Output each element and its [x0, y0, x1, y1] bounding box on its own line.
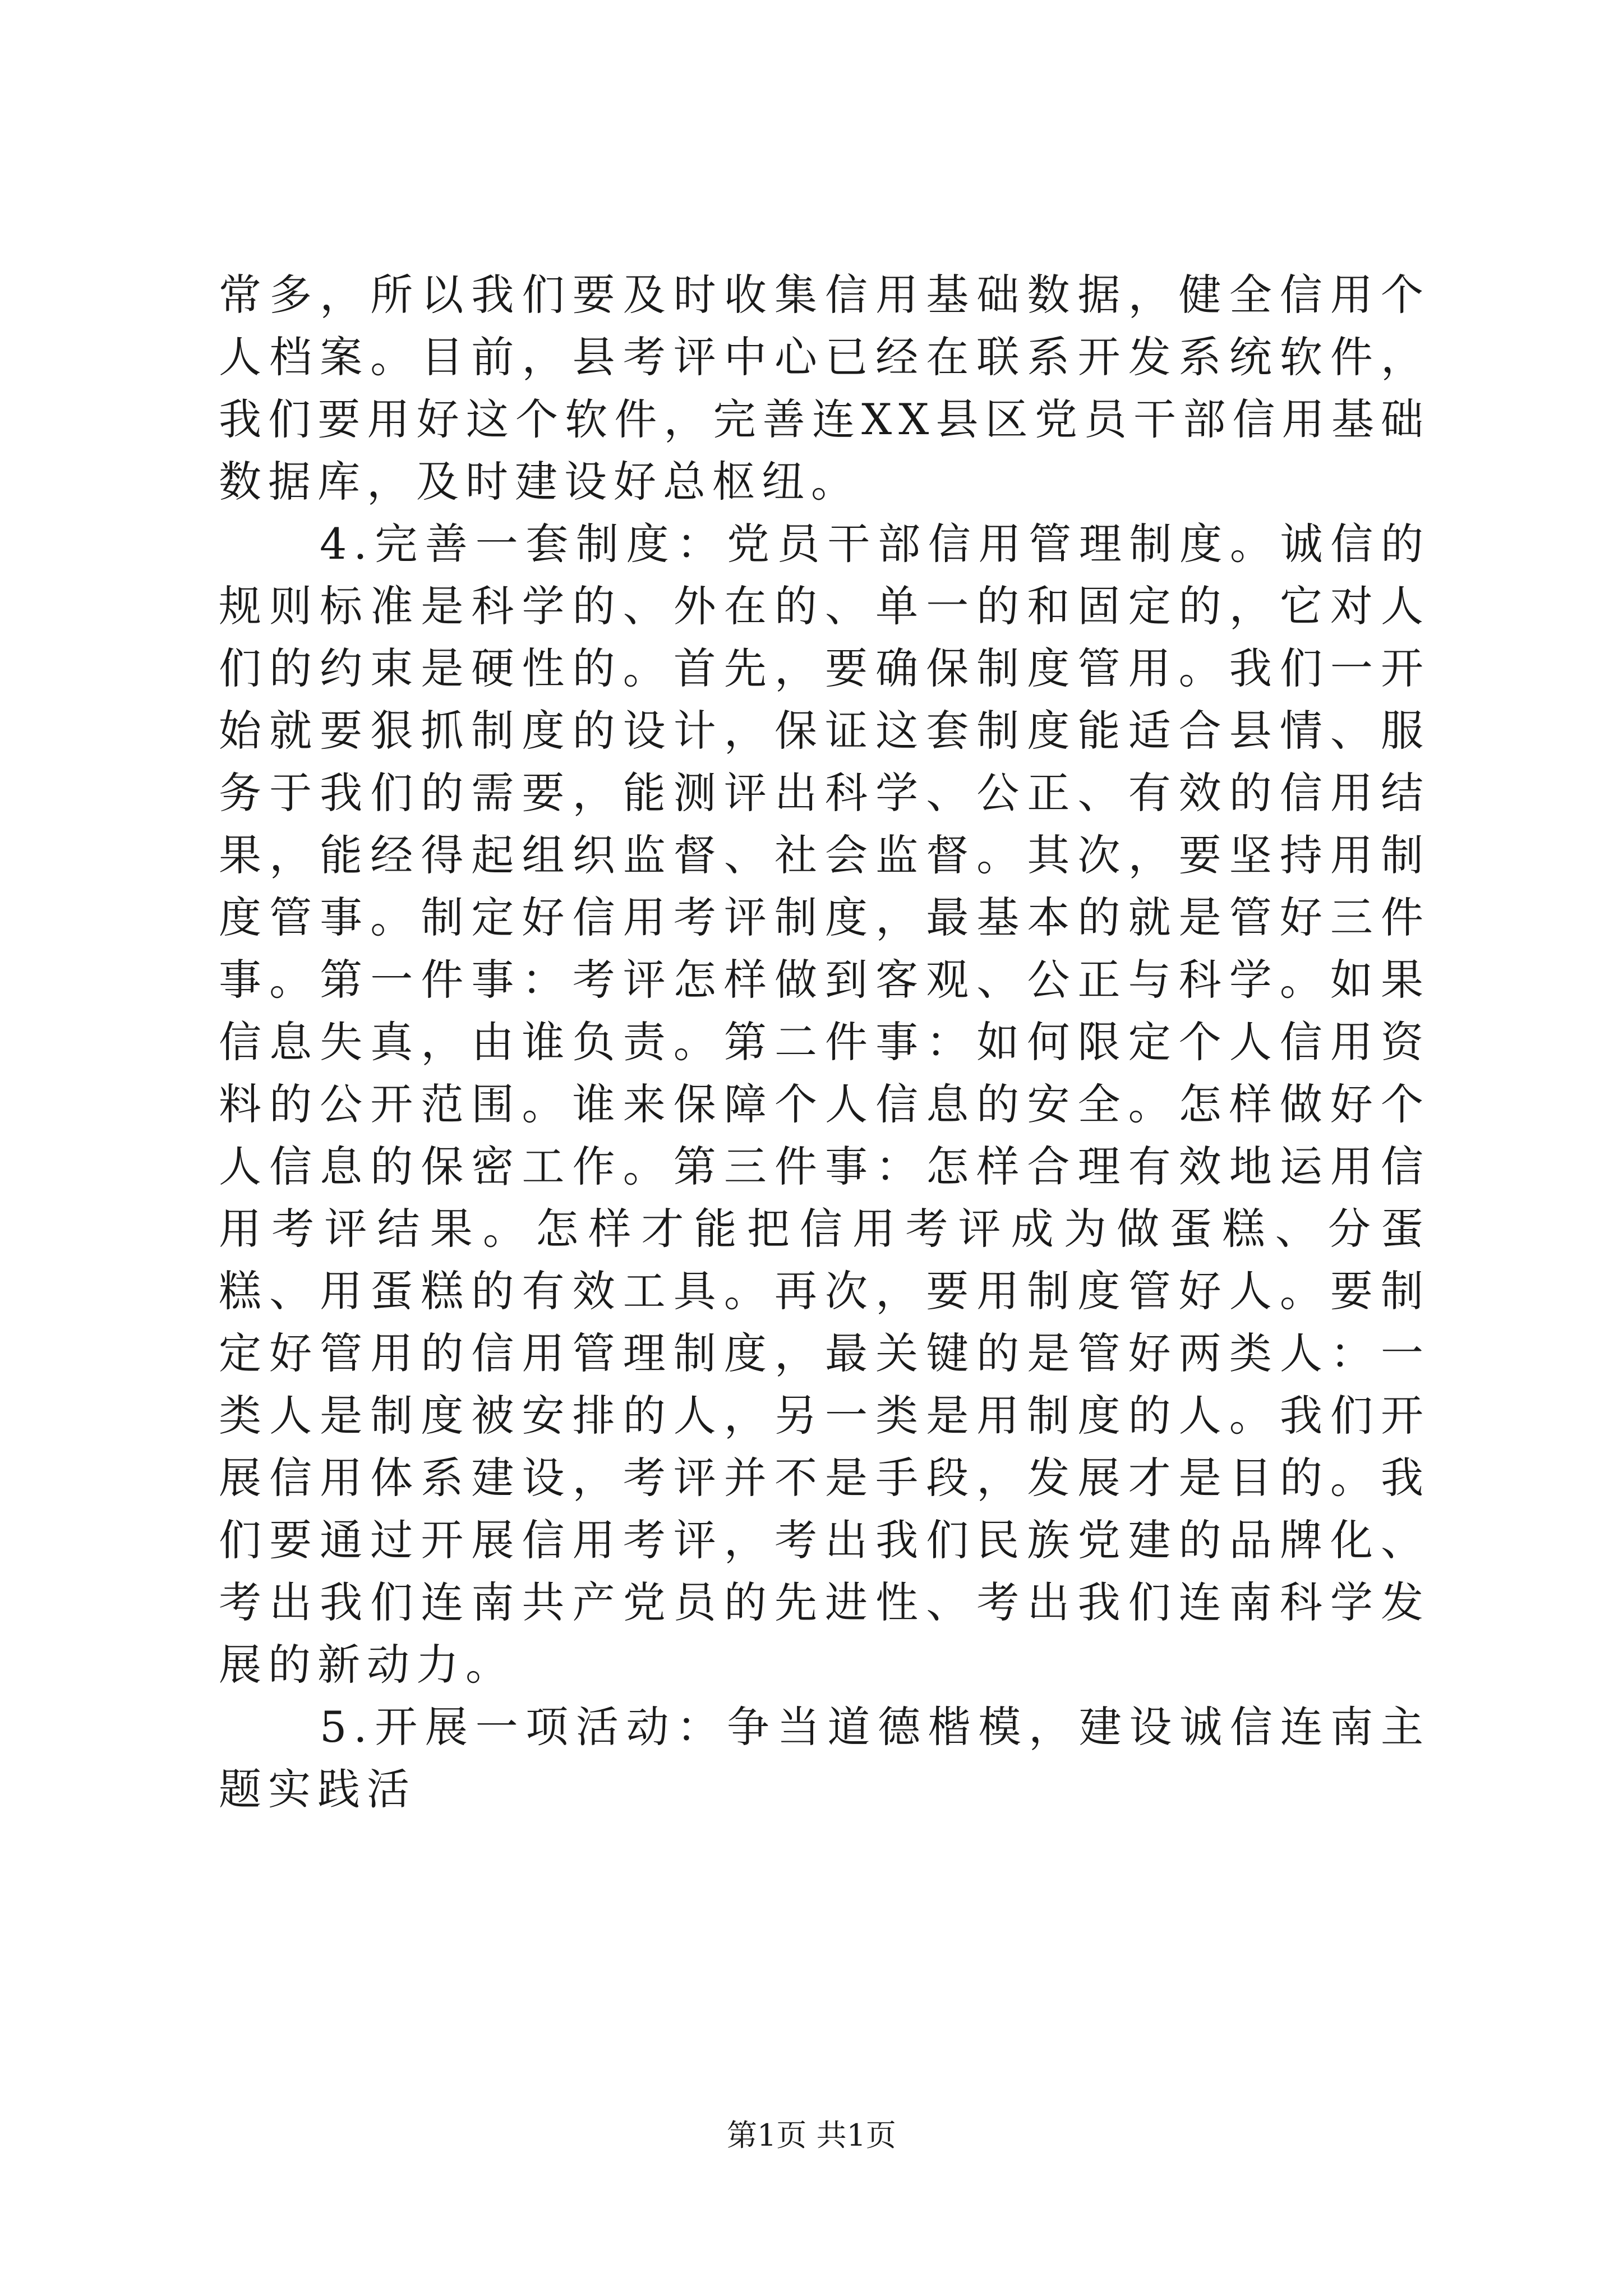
paragraph-item-4: 4.完善一套制度：党员干部信用管理制度。诚信的规则标准是科学的、外在的、单一的和固定的，它对人们的约束是硬性的。首先，要确保制度管用。我们一开始就要狠抓制度的设计，保证这套制度能适合县情、服务于我们的需要，能测评出科学、公正、有效的信用结果，能经得起组织监督、社会监督。其次，要坚持用制度管事。制定好信用考评制度，最基本的就是管好三件事。第一件事：考评怎样做到客观、公正与科学。如果信息失真，由谁负责。第二件事：如何限定个人信用资料的公开范围。谁来保障个人信息的安全。怎样做好个人信息的保密工作。第三件事：怎样合理有效地运用信用考评结果。怎样才能把信用考评成为做蛋糕、分蛋糕、用蛋糕的有效工具。再次，要用制度管好人。要制定好管用的信用管理制度，最关键的是管好两类人：一类人是制度被安排的人，另一类是用制度的人。我们开展信用体系建设，考评并不是手段，发展才是目的。我们要通过开展信用考评，考出我们民族党建的品牌化、考出我们连南共产党员的先进性、考出我们连南科学发展的新动力。: [219, 519, 1430, 1690]
paragraph-item-5: 5.开展一项活动：争当道德楷模，建设诚信连南主题实践活: [219, 1702, 1430, 1814]
document-body: [219, 264, 1430, 1820]
page-footer: 第1页 共1页: [727, 2118, 896, 2153]
paragraph-continuation: 常多，所以我们要及时收集信用基础数据，健全信用个人档案。目前，县考评中心已经在联系开发系统软件，我们要用好这个软件，完善连XX县区党员干部信用基础数据库，及时建设好总枢纽。: [219, 270, 1430, 507]
